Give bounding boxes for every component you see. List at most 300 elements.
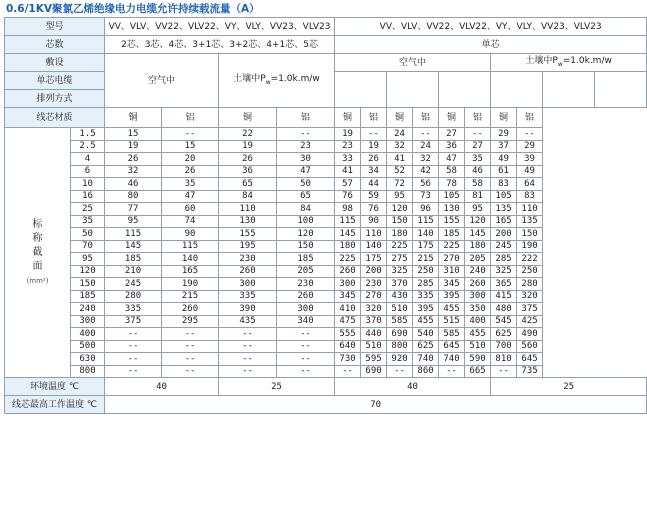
ampacity-cell: 135 (517, 215, 543, 228)
ambient-value: 40 (335, 378, 491, 396)
size-cell: 35 (71, 215, 105, 228)
ampacity-cell: 275 (387, 253, 413, 266)
laying-soil-single: 土壤中$P_w=1.0k.m/w$ (491, 54, 647, 72)
laying-air-single: 空气中 (335, 54, 491, 72)
ampacity-cell: 73 (413, 190, 439, 203)
ampacity-cell: -- (277, 340, 335, 353)
cores-multicore: 2芯、3芯、4芯、3+1芯、3+2芯、4+1芯、5芯 (105, 36, 335, 54)
ampacity-cell: 24 (387, 128, 413, 141)
ampacity-cell: 47 (439, 153, 465, 166)
ampacity-cell: 540 (413, 328, 439, 341)
ampacity-cell: 800 (387, 340, 413, 353)
ampacity-cell: 595 (361, 353, 387, 366)
ampacity-cell: 27 (439, 128, 465, 141)
ampacity-cell: 440 (361, 328, 387, 341)
ampacity-cell: 64 (517, 178, 543, 191)
ampacity-cell: 250 (517, 265, 543, 278)
ampacity-cell: 150 (387, 215, 413, 228)
ampacity-cell: 325 (387, 265, 413, 278)
ampacity-cell: 300 (277, 303, 335, 316)
size-cell: 500 (71, 340, 105, 353)
ampacity-cell: 165 (162, 265, 219, 278)
ampacity-cell: 47 (277, 165, 335, 178)
ampacity-cell: -- (162, 128, 219, 141)
table-row (5, 353, 647, 366)
ampacity-cell: 200 (361, 265, 387, 278)
ampacity-cell: 145 (105, 240, 162, 253)
ampacity-cell: 320 (361, 303, 387, 316)
ampacity-cell: 245 (105, 278, 162, 291)
ampacity-cell: 860 (413, 365, 439, 378)
ampacity-cell: 32 (387, 140, 413, 153)
ampacity-cell: -- (162, 328, 219, 341)
ampacity-cell: 80 (105, 190, 162, 203)
ampacity-cell: -- (219, 365, 277, 378)
ampacity-cell: -- (105, 365, 162, 378)
ampacity-cell: 545 (491, 315, 517, 328)
ampacity-cell: 145 (335, 228, 361, 241)
size-cell: 240 (71, 303, 105, 316)
ampacity-cell: 41 (335, 165, 361, 178)
ampacity-cell: 95 (465, 203, 491, 216)
ampacity-cell: 300 (335, 278, 361, 291)
ampacity-cell: 140 (413, 228, 439, 241)
laying-label: 敷设 (5, 54, 105, 72)
table-row (5, 153, 647, 166)
ampacity-cell: 190 (162, 278, 219, 291)
ampacity-cell: 400 (465, 315, 491, 328)
ampacity-cell: -- (439, 365, 465, 378)
ampacity-cell: 320 (517, 290, 543, 303)
ampacity-cell: 27 (465, 140, 491, 153)
ampacity-cell: 200 (491, 228, 517, 241)
ampacity-cell: 50 (277, 178, 335, 191)
ampacity-cell: 23 (335, 140, 361, 153)
ampacity-cell: -- (491, 365, 517, 378)
ampacity-cell: -- (387, 365, 413, 378)
ampacity-cell: 335 (105, 303, 162, 316)
ampacity-cell: 260 (465, 278, 491, 291)
material-aluminum: 铝 (277, 108, 335, 128)
ampacity-cell: 49 (491, 153, 517, 166)
ampacity-cell: 42 (413, 165, 439, 178)
laying-soil-multi: 土壤中$P_w=1.0k.m/w$ (219, 54, 335, 108)
ampacity-cell: 585 (439, 328, 465, 341)
ampacity-cell: 490 (517, 328, 543, 341)
table-row (5, 365, 647, 378)
ampacity-cell: 185 (277, 253, 335, 266)
size-cell: 70 (71, 240, 105, 253)
ampacity-cell: 175 (361, 253, 387, 266)
ampacity-cell: 60 (162, 203, 219, 216)
table-row (5, 165, 647, 178)
ampacity-cell: 26 (105, 153, 162, 166)
ampacity-cell: 430 (387, 290, 413, 303)
table-row (5, 128, 647, 141)
ampacity-cell: 130 (439, 203, 465, 216)
ampacity-cell: 300 (465, 290, 491, 303)
ampacity-cell: 83 (517, 190, 543, 203)
ampacity-cell: 665 (465, 365, 491, 378)
ampacity-cell: 61 (491, 165, 517, 178)
ampacity-cell: 165 (491, 215, 517, 228)
ampacity-cell: 240 (465, 265, 491, 278)
ampacity-cell: 560 (517, 340, 543, 353)
ampacity-cell: 285 (413, 278, 439, 291)
ampacity-cell: 84 (219, 190, 277, 203)
table-row (5, 240, 647, 253)
size-cell: 1.5 (71, 128, 105, 141)
max-temp-label: 线芯最高工作温度 ℃ (5, 396, 105, 414)
ampacity-cell: 78 (439, 178, 465, 191)
ampacity-cell: -- (465, 128, 491, 141)
laying-air-multi: 空气中 (105, 54, 219, 108)
ampacity-cell: -- (219, 328, 277, 341)
table-row (5, 190, 647, 203)
ampacity-cell: 215 (162, 290, 219, 303)
ampacity-cell: 260 (277, 290, 335, 303)
ampacity-cell: 515 (439, 315, 465, 328)
ampacity-cell: 98 (335, 203, 361, 216)
ampacity-cell: 180 (335, 240, 361, 253)
ampacity-cell: 585 (387, 315, 413, 328)
material-label: 线芯材质 (5, 108, 105, 128)
arrangement-icon (387, 72, 439, 108)
size-cell: 10 (71, 178, 105, 191)
ampacity-cell: 210 (105, 265, 162, 278)
table-row (5, 290, 647, 303)
ampacity-cell: 645 (517, 353, 543, 366)
ampacity-cell: 335 (413, 290, 439, 303)
ampacity-cell: 370 (361, 315, 387, 328)
ampacity-cell: 96 (413, 203, 439, 216)
ampacity-cell: 510 (361, 340, 387, 353)
ampacity-cell: 29 (517, 140, 543, 153)
table-row (5, 315, 647, 328)
ampacity-cell: 225 (335, 253, 361, 266)
ampacity-cell: 58 (465, 178, 491, 191)
ampacity-cell: 57 (335, 178, 361, 191)
ampacity-cell: -- (219, 340, 277, 353)
ampacity-cell: 395 (439, 290, 465, 303)
ambient-value: 25 (491, 378, 647, 396)
size-cell: 800 (71, 365, 105, 378)
arrangement-icon (595, 72, 647, 108)
table-row (5, 303, 647, 316)
ampacity-cell: 22 (219, 128, 277, 141)
arrangement-icon (543, 72, 595, 108)
nominal-area-label (5, 128, 71, 378)
ampacity-cell: 65 (277, 190, 335, 203)
ampacity-cell: 41 (387, 153, 413, 166)
ampacity-cell: 15 (162, 140, 219, 153)
arrangement-label-1: 单芯电缆 (5, 72, 105, 90)
ambient-row (5, 378, 647, 396)
ampacity-cell: 740 (413, 353, 439, 366)
ampacity-cell: 37 (491, 140, 517, 153)
ampacity-cell: 555 (335, 328, 361, 341)
ambient-label: 环境温度 ℃ (5, 378, 105, 396)
ampacity-cell: 90 (361, 215, 387, 228)
ampacity-cell: 76 (335, 190, 361, 203)
ampacity-cell: -- (361, 128, 387, 141)
ampacity-cell: 155 (439, 215, 465, 228)
ampacity-cell: 250 (413, 265, 439, 278)
ampacity-cell: 260 (162, 303, 219, 316)
table-row (5, 140, 647, 153)
material-copper: 铜 (491, 108, 517, 128)
ampacity-cell: 59 (361, 190, 387, 203)
ampacity-cell: 690 (387, 328, 413, 341)
ampacity-cell: 245 (491, 240, 517, 253)
ampacity-cell: 77 (105, 203, 162, 216)
ampacity-cell: 26 (219, 153, 277, 166)
ampacity-cell: 510 (387, 303, 413, 316)
ampacity-cell: 83 (491, 178, 517, 191)
size-cell: 185 (71, 290, 105, 303)
ampacity-cell: 230 (219, 253, 277, 266)
nominal-area-char: 截 (32, 246, 43, 258)
table-row (5, 265, 647, 278)
ampacity-cell: 155 (219, 228, 277, 241)
material-copper: 铜 (219, 108, 277, 128)
ampacity-cell: 690 (361, 365, 387, 378)
ampacity-cell: 365 (491, 278, 517, 291)
ampacity-cell: 150 (277, 240, 335, 253)
arrangement-label-2: 排列方式 (5, 90, 105, 108)
ampacity-cell: 735 (517, 365, 543, 378)
table-row (5, 215, 647, 228)
ampacity-cell: 135 (491, 203, 517, 216)
table-title: 0.6/1KV聚氯乙烯绝缘电力电缆允许持续载流量（A） (6, 3, 260, 15)
ampacity-cell: 115 (335, 215, 361, 228)
arrangement-icon (439, 72, 491, 108)
ampacity-cell: 300 (219, 278, 277, 291)
ampacity-cell: 115 (162, 240, 219, 253)
ampacity-cell: 140 (361, 240, 387, 253)
ampacity-cell: -- (277, 365, 335, 378)
size-cell: 630 (71, 353, 105, 366)
ampacity-cell: 190 (517, 240, 543, 253)
ampacity-cell: 180 (387, 228, 413, 241)
ampacity-cell: 340 (277, 315, 335, 328)
size-cell: 50 (71, 228, 105, 241)
ampacity-cell: -- (219, 353, 277, 366)
arrangement-icon (335, 72, 387, 108)
ampacity-cell: 46 (105, 178, 162, 191)
size-cell: 4 (71, 153, 105, 166)
ampacity-cell: 105 (491, 190, 517, 203)
model-multicore: VV、VLV、VV22、VLV22、VY、VLY、VV23、VLV23 (105, 18, 335, 36)
ampacity-cell: 120 (277, 228, 335, 241)
ampacity-cell: -- (413, 128, 439, 141)
ampacity-cell: 230 (277, 278, 335, 291)
ampacity-cell: 225 (387, 240, 413, 253)
ampacity-cell: 375 (517, 303, 543, 316)
ampacity-cell: 180 (465, 240, 491, 253)
ampacity-cell: 32 (105, 165, 162, 178)
ampacity-cell: 29 (491, 128, 517, 141)
material-aluminum: 铝 (413, 108, 439, 128)
ampacity-cell: 150 (517, 228, 543, 241)
ampacity-cell: 455 (465, 328, 491, 341)
ampacity-cell: 345 (439, 278, 465, 291)
ampacity-cell: 30 (277, 153, 335, 166)
ampacity-cell: -- (105, 353, 162, 366)
ampacity-cell: 455 (439, 303, 465, 316)
ampacity-cell: 110 (517, 203, 543, 216)
ampacity-cell: 205 (277, 265, 335, 278)
ampacity-cell: 35 (465, 153, 491, 166)
ampacity-cell: 270 (361, 290, 387, 303)
model-singlecore: VV、VLV、VV22、VLV22、VY、VLY、VV23、VLV23 (335, 18, 647, 36)
table-row (5, 340, 647, 353)
ampacity-cell: 24 (413, 140, 439, 153)
ampacity-cell: -- (517, 128, 543, 141)
ampacity-cell: 39 (517, 153, 543, 166)
ampacity-cell: 120 (465, 215, 491, 228)
ampacity-cell: 425 (517, 315, 543, 328)
ampacity-cell: 33 (335, 153, 361, 166)
ampacity-cell: 435 (219, 315, 277, 328)
ambient-value: 40 (105, 378, 219, 396)
ampacity-cell: 145 (465, 228, 491, 241)
arrangement-icon (491, 72, 543, 108)
ampacity-cell: 295 (162, 315, 219, 328)
ampacity-cell: 260 (335, 265, 361, 278)
ampacity-cell: 590 (465, 353, 491, 366)
ampacity-cell: 19 (361, 140, 387, 153)
ampacity-cell: 36 (219, 165, 277, 178)
ampacity-cell: 115 (105, 228, 162, 241)
ampacity-cell: 270 (439, 253, 465, 266)
ampacity-cell: 56 (413, 178, 439, 191)
size-cell: 400 (71, 328, 105, 341)
ampacity-cell: 205 (465, 253, 491, 266)
size-cell: 95 (71, 253, 105, 266)
size-cell: 16 (71, 190, 105, 203)
material-aluminum: 铝 (361, 108, 387, 128)
ampacity-cell: 410 (335, 303, 361, 316)
size-cell: 2.5 (71, 140, 105, 153)
ampacity-cell: 58 (439, 165, 465, 178)
ampacity-cell: 65 (219, 178, 277, 191)
ampacity-cell: 740 (439, 353, 465, 366)
table-row (5, 203, 647, 216)
ampacity-cell: 345 (335, 290, 361, 303)
ampacity-cell: 46 (465, 165, 491, 178)
ampacity-cell: 640 (335, 340, 361, 353)
ampacity-cell: 415 (491, 290, 517, 303)
size-cell: 120 (71, 265, 105, 278)
ampacity-cell: 20 (162, 153, 219, 166)
ampacity-cell: 76 (361, 203, 387, 216)
ampacity-cell: 810 (491, 353, 517, 366)
ampacity-cell: 195 (219, 240, 277, 253)
ampacity-cell: 222 (517, 253, 543, 266)
table-row (5, 253, 647, 266)
ampacity-cell: 175 (413, 240, 439, 253)
ampacity-cell: 480 (491, 303, 517, 316)
ampacity-cell: 375 (105, 315, 162, 328)
ampacity-cell: 130 (219, 215, 277, 228)
ampacity-cell: 140 (162, 253, 219, 266)
ampacity-cell: 230 (361, 278, 387, 291)
ampacity-cell: -- (162, 353, 219, 366)
ampacity-cell: 920 (387, 353, 413, 366)
ampacity-cell: 280 (517, 278, 543, 291)
ampacity-cell: 100 (277, 215, 335, 228)
ampacity-cell: 72 (387, 178, 413, 191)
material-copper: 铜 (387, 108, 413, 128)
material-copper: 铜 (439, 108, 465, 128)
ampacity-cell: 35 (162, 178, 219, 191)
ampacity-cell: 225 (439, 240, 465, 253)
ampacity-cell: 110 (219, 203, 277, 216)
ampacity-cell: 95 (105, 215, 162, 228)
ampacity-cell: 26 (361, 153, 387, 166)
ampacity-cell: 335 (219, 290, 277, 303)
ampacity-cell: -- (335, 365, 361, 378)
ampacity-cell: 26 (162, 165, 219, 178)
table-row (5, 328, 647, 341)
ampacity-table (4, 17, 647, 414)
ampacity-cell: 395 (413, 303, 439, 316)
material-aluminum: 铝 (465, 108, 491, 128)
ampacity-cell: 81 (465, 190, 491, 203)
ampacity-cell: 285 (491, 253, 517, 266)
ampacity-cell: 310 (439, 265, 465, 278)
ampacity-cell: 510 (465, 340, 491, 353)
ampacity-cell: 52 (387, 165, 413, 178)
ampacity-cell: 19 (105, 140, 162, 153)
ampacity-cell: 185 (439, 228, 465, 241)
ampacity-cell: 90 (162, 228, 219, 241)
table-row (5, 178, 647, 191)
size-cell: 6 (71, 165, 105, 178)
ampacity-cell: 475 (335, 315, 361, 328)
max-temp-value: 70 (105, 396, 647, 414)
ampacity-cell: 19 (219, 140, 277, 153)
model-label: 型号 (5, 18, 105, 36)
size-cell: 300 (71, 315, 105, 328)
material-aluminum: 铝 (517, 108, 543, 128)
ampacity-cell: -- (162, 340, 219, 353)
ampacity-cell: 370 (387, 278, 413, 291)
ampacity-cell: 280 (105, 290, 162, 303)
ampacity-cell: 84 (277, 203, 335, 216)
ampacity-cell: 36 (439, 140, 465, 153)
nominal-area-char: 称 (32, 232, 43, 244)
material-aluminum: 铝 (162, 108, 219, 128)
ampacity-cell: -- (277, 128, 335, 141)
ampacity-cell: 32 (413, 153, 439, 166)
size-cell: 25 (71, 203, 105, 216)
ampacity-cell: -- (105, 328, 162, 341)
ampacity-cell: 625 (413, 340, 439, 353)
ampacity-cell: 95 (387, 190, 413, 203)
table-row (5, 278, 647, 291)
ampacity-cell: 700 (491, 340, 517, 353)
table-row (5, 228, 647, 241)
ampacity-cell: -- (162, 365, 219, 378)
ampacity-cell: 34 (361, 165, 387, 178)
ampacity-cell: 15 (105, 128, 162, 141)
ampacity-cell: 185 (105, 253, 162, 266)
cores-singlecore: 单芯 (335, 36, 647, 54)
nominal-area-unit: (mm²) (26, 276, 49, 285)
ampacity-cell: -- (277, 353, 335, 366)
